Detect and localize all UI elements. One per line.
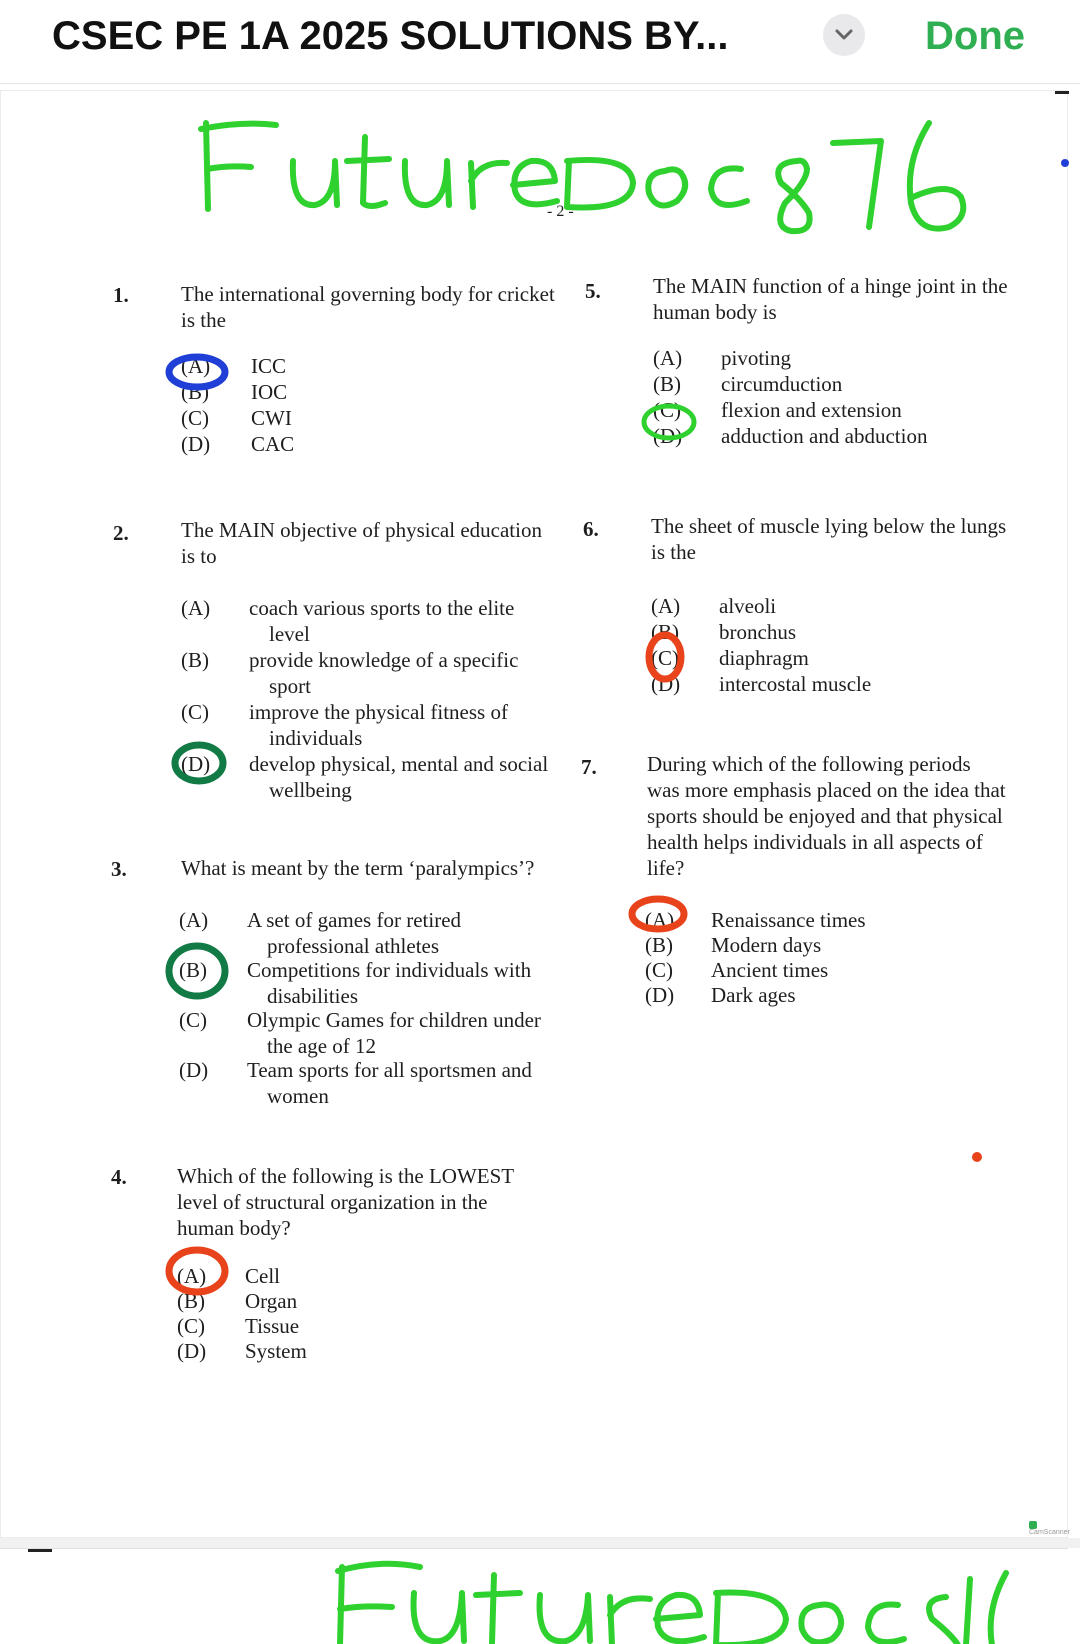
question-line: life? <box>647 856 685 880</box>
question-line: is the <box>651 540 696 564</box>
option-letter: (B) <box>179 958 207 982</box>
answer-circle <box>169 946 225 996</box>
option-text: circumduction <box>721 372 843 396</box>
question-number: 6. <box>583 517 599 541</box>
option-letter: (B) <box>651 620 679 644</box>
option-line: women <box>267 1084 329 1108</box>
scanner-mark-text: CamScanner <box>1029 1529 1070 1536</box>
option-letter: (D) <box>181 432 211 456</box>
question-line: The international governing body for cricket <box>181 282 555 306</box>
option-line: professional athletes <box>267 934 440 958</box>
document-page <box>0 90 1068 1538</box>
option-line: develop physical, mental and social <box>249 752 549 776</box>
option-letter: (B) <box>177 1289 205 1313</box>
option-line: sport <box>269 674 311 698</box>
option-letter: (A) <box>181 596 211 620</box>
done-button[interactable]: Done <box>925 14 1025 58</box>
question-line: The MAIN objective of physical education <box>181 518 542 542</box>
option-letter: (D) <box>179 1058 209 1082</box>
page-number: - 2 - <box>547 203 574 220</box>
option-letter: (B) <box>653 372 681 396</box>
question-line: The sheet of muscle lying below the lungs <box>651 514 1007 538</box>
option-letter: (C) <box>653 398 681 422</box>
question-number: 3. <box>111 857 127 881</box>
option-letter: (A) <box>651 594 681 618</box>
option-line: provide knowledge of a specific <box>249 648 519 672</box>
option-text: alveoli <box>719 594 777 618</box>
handwritten-watermark <box>0 1549 1068 1644</box>
option-letter: (B) <box>181 648 209 672</box>
question-line: During which of the following periods <box>647 752 971 776</box>
document-page-next <box>0 1548 1068 1644</box>
option-line: disabilities <box>267 984 358 1008</box>
answer-markings <box>1 91 1069 1539</box>
option-letter: (C) <box>179 1008 207 1032</box>
option-letter: (C) <box>181 406 209 430</box>
option-letter: (D) <box>645 983 675 1007</box>
question-line: is the <box>181 308 226 332</box>
option-text: Dark ages <box>711 983 796 1007</box>
option-letter: (D) <box>177 1339 207 1363</box>
question-line: Which of the following is the LOWEST <box>177 1164 515 1188</box>
answer-circle <box>169 1250 225 1292</box>
option-letter: (A) <box>653 346 683 370</box>
chevron-down-icon <box>834 27 854 43</box>
question-number: 2. <box>113 521 129 545</box>
option-text: Tissue <box>245 1314 300 1338</box>
page-separator <box>0 1538 1080 1548</box>
option-letter: (B) <box>181 380 209 404</box>
option-text: Modern days <box>711 933 822 957</box>
question-line: is to <box>181 544 217 568</box>
question-number: 4. <box>111 1165 127 1189</box>
option-text: flexion and extension <box>721 398 902 422</box>
option-line: coach various sports to the elite <box>249 596 515 620</box>
option-text: ICC <box>251 354 287 378</box>
option-text: diaphragm <box>719 646 809 670</box>
option-text: Cell <box>245 1264 280 1288</box>
option-letter: (A) <box>177 1264 207 1288</box>
option-text: adduction and abduction <box>721 424 928 448</box>
option-text: intercostal muscle <box>719 672 872 696</box>
option-letter: (C) <box>651 646 679 670</box>
answer-circle <box>649 635 681 679</box>
option-line: improve the physical fitness of <box>249 700 508 724</box>
option-line: Competitions for individuals with <box>247 958 532 982</box>
question-number: 5. <box>585 279 601 303</box>
option-line: the age of 12 <box>267 1034 377 1058</box>
option-letter: (D) <box>651 672 681 696</box>
option-letter: (C) <box>645 958 673 982</box>
question-number: 1. <box>113 283 129 307</box>
option-text: Organ <box>245 1289 298 1313</box>
document-title: CSEC PE 1A 2025 SOLUTIONS BY... <box>52 14 729 58</box>
answer-circle <box>169 357 225 387</box>
option-text: Renaissance times <box>711 908 866 932</box>
answer-circle <box>644 406 694 438</box>
question-line: What is meant by the term ‘paralympics’? <box>181 856 535 880</box>
option-letter: (C) <box>177 1314 205 1338</box>
question-number: 7. <box>581 755 597 779</box>
question-line: human body? <box>177 1216 291 1240</box>
option-text: bronchus <box>719 620 796 644</box>
option-line: Team sports for all sportsmen and <box>247 1058 532 1082</box>
option-text: CWI <box>251 406 292 430</box>
option-text: CAC <box>251 432 295 456</box>
option-text: Ancient times <box>711 958 829 982</box>
option-letter: (C) <box>181 700 209 724</box>
answer-circle <box>632 899 684 929</box>
option-line: wellbeing <box>269 778 352 802</box>
top-bar <box>0 0 1080 84</box>
option-letter: (B) <box>645 933 673 957</box>
question-line: health helps individuals in all aspects of <box>647 830 983 854</box>
question-line: sports should be enjoyed and that physical <box>647 804 1003 828</box>
question-line: was more emphasis placed on the idea that <box>647 778 1006 802</box>
option-letter: (A) <box>645 908 675 932</box>
option-line: individuals <box>269 726 363 750</box>
option-line: level <box>269 622 310 646</box>
option-text: System <box>245 1339 307 1363</box>
option-letter: (D) <box>653 424 683 448</box>
question-line: The MAIN function of a hinge joint in the <box>653 274 1008 298</box>
option-letter: (A) <box>179 908 209 932</box>
title-menu-button[interactable] <box>823 14 865 56</box>
question-line: human body is <box>653 300 777 324</box>
option-letter: (D) <box>181 752 211 776</box>
answer-circle <box>175 745 223 781</box>
option-line: A set of games for retired <box>247 908 462 932</box>
option-text: pivoting <box>721 346 792 370</box>
scanner-logo <box>1029 1521 1070 1536</box>
question-line: level of structural organization in the <box>177 1190 488 1214</box>
camscanner-icon <box>1029 1521 1037 1529</box>
option-text: IOC <box>251 380 288 404</box>
option-letter: (A) <box>181 354 211 378</box>
option-line: Olympic Games for children under <box>247 1008 541 1032</box>
